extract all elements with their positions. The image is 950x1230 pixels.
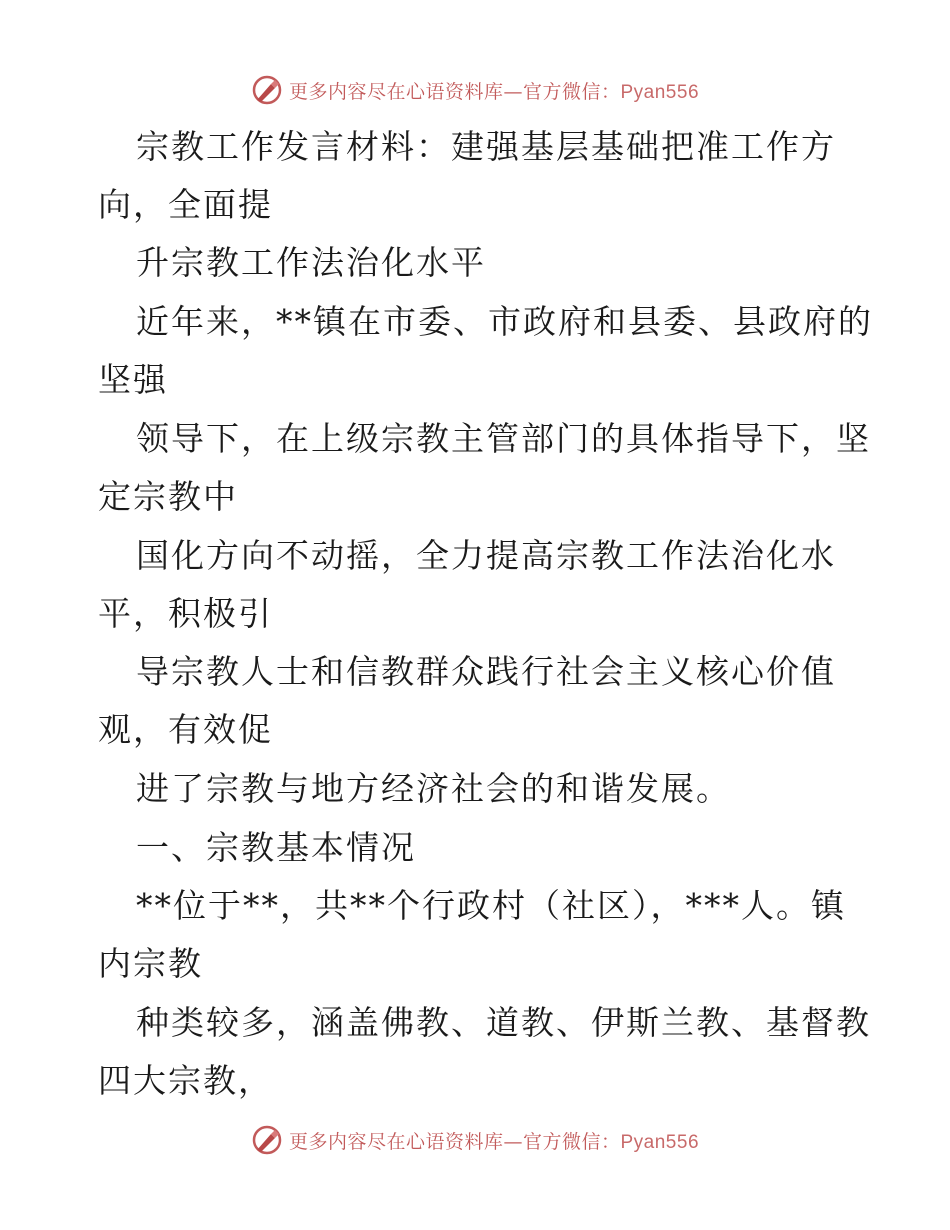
- watermark-text: 更多内容尽在心语资料库—官方微信：Pyan556: [288, 1130, 700, 1153]
- paragraph-line: **位于**，共**个行政村（社区），***人。镇: [136, 886, 846, 925]
- watermark-text: 更多内容尽在心语资料库—官方微信：Pyan556: [288, 80, 700, 103]
- pen-logo-icon: [251, 74, 283, 106]
- paragraph-line: 导宗教人士和信教群众践行社会主义核心价值: [136, 652, 836, 691]
- paragraph-line: 观，有效促: [98, 710, 273, 749]
- title-line-1: 宗教工作发言材料：建强基层基础把准工作方: [136, 127, 836, 166]
- title-line-3: 升宗教工作法治化水平: [136, 243, 486, 282]
- paragraph-line: 种类较多，涵盖佛教、道教、伊斯兰教、基督教: [136, 1003, 871, 1042]
- paragraph-line: 进了宗教与地方经济社会的和谐发展。: [136, 769, 731, 808]
- paragraph-line: 国化方向不动摇，全力提高宗教工作法治化水: [136, 536, 836, 575]
- title-line-2: 向，全面提: [98, 185, 273, 224]
- paragraph-line: 坚强: [98, 360, 168, 399]
- pen-logo-icon: [251, 1124, 283, 1156]
- paragraph-line: 领导下，在上级宗教主管部门的具体指导下，坚: [136, 419, 871, 458]
- header-watermark: [0, 70, 950, 110]
- paragraph-line: 近年来，**镇在市委、市政府和县委、县政府的: [136, 302, 873, 341]
- paragraph-line: 四大宗教，: [98, 1061, 273, 1100]
- paragraph-line: 定宗教中: [98, 477, 238, 516]
- section-heading: 一、宗教基本情况: [136, 828, 416, 867]
- paragraph-line: 平，积极引: [98, 594, 273, 633]
- paragraph-line: 内宗教: [98, 944, 203, 983]
- footer-watermark: [0, 1120, 950, 1160]
